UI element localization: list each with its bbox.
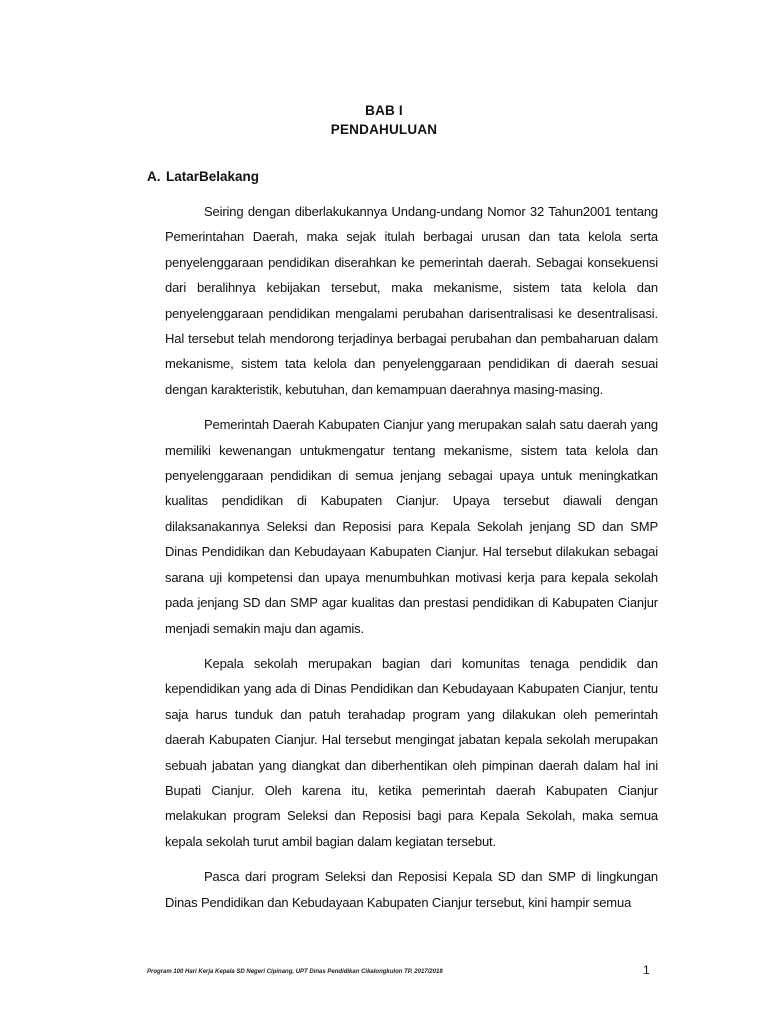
body-text (165, 199, 658, 915)
page-number: 1 (643, 963, 650, 977)
paragraph-3: Kepala sekolah merupakan bagian dari komunitas tenaga pendidik dan kependidikan yang ada di Dinas Pendidikan dan Kebudayaan Kabupaten Cianjur, tentu saja harus tunduk dan patuh terahadap program yang dilakukan oleh pemerintah daerah Kabupaten Cianjur. Hal tersebut mengingat jabatan kepala sekolah merupakan sebuah jabatan yang diangkat dan diberhentikan oleh pimpinan daerah dalam hal ini Bupati Cianjur. Oleh karena itu, ketika pemerintah daerah Kabupaten Cianjur melakukan program Seleksi dan Reposisi bagi para Kepala Sekolah, maka semua kepala sekolah turut ambil bagian dalam kegiatan tersebut. (165, 655, 658, 849)
section-title: LatarBelakang (166, 169, 260, 184)
paragraph-2: Pemerintah Daerah Kabupaten Cianjur yang merupakan salah satu daerah yang memiliki kewenangan untukmengatur tentang mekanisme, sistem tata kelola dan penyelenggaraan pendidikan di semua jenjang sebagai upaya untuk meningkatkan kualitas pendidikan di Kabupaten Cianjur. Upaya tersebut diawali dengan dilaksanakannya Seleksi dan Reposisi para Kepala Sekolah jenjang SD dan SMP Dinas Pendidikan dan Kebudayaan Kabupaten Cianjur. Hal tersebut dilakukan sebagai sarana uji kompetensi dan upaya menumbuhkan motivasi kerja para kepala sekolah pada jenjang SD dan SMP agar kualitas dan prestasi pendidikan di Kabupaten Cianjur menjadi semakin maju dan agamis. (165, 417, 658, 636)
chapter-title: PENDAHULUAN (330, 122, 438, 137)
section-letter: A. (147, 169, 161, 184)
chapter-number: BAB I (365, 103, 403, 118)
paragraph-1: Seiring dengan diberlakukannya Undang-undang Nomor 32 Tahun2001 tentang Pemerintahan Daerah, maka sejak itulah berbagai urusan dan tata kelola serta penyelenggaraan pendidikan diserahkan ke pemerintah daerah. Sebagai konsekuensi dari beralihnya kebijakan tersebut, maka mekanisme, sistem tata kelola dan penyelenggaraan pendidikan mengalami perubahan darisentralisasi ke desentralisasi. Hal tersebut telah mendorong terjadinya berbagai perubahan dan pembaharuan dalam mekanisme, sistem tata kelola dan penyelenggaraan pendidikan di daerah sesuai dengan karakteristik, kebutuhan, dan kemampuan daerahnya masing-masing. (165, 204, 658, 397)
footer-text: Program 100 Hari Kerja Kepala SD Negeri Cipinang, UPT Dinas Pendidikan Cikalongkulon TP. 2017/2018 (147, 969, 443, 975)
paragraph-4: Pasca dari program Seleksi dan Reposisi Kepala SD dan SMP di lingkungan Dinas Pendidikan dan Kebudayaan Kabupaten Cianjur tersebut, kini hampir semua (165, 869, 658, 910)
section-heading (147, 169, 259, 184)
